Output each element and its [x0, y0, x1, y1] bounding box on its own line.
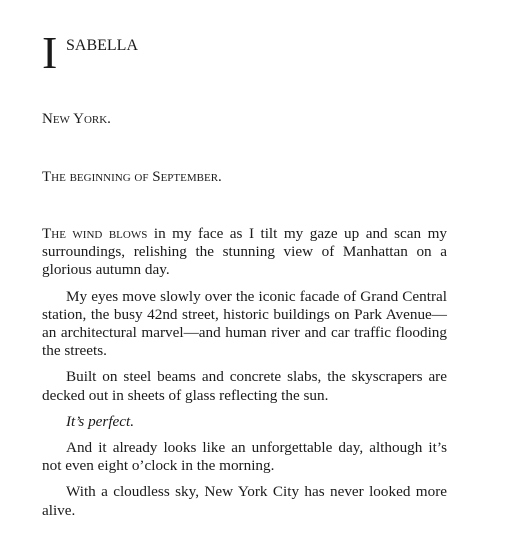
paragraph-lead-in: The wind blows — [42, 225, 148, 242]
date-line: The beginning of September. — [42, 169, 222, 185]
paragraph-1-text: in my face as I tilt my gaze up and scan my surroundings, relishing the stunning view of Manhattan on a glorious autumn day. — [42, 225, 448, 279]
paragraph-4 — [42, 413, 447, 431]
paragraph-5: And it already looks like an unforgettable day, although it’s not even eight o’clock in the morning. — [42, 439, 447, 475]
paragraph-1 — [42, 225, 447, 280]
paragraph-2: My eyes move slowly over the iconic facade of Grand Central station, the busy 42nd street, historic buildings on Park Avenue—an architectural marvel—and human river and car traffic flooding the streets. — [42, 287, 447, 360]
chapter-body — [42, 225, 447, 528]
paragraph-3: Built on steel beams and concrete slabs, the skyscrapers are decked out in sheets of glass reflecting the sun. — [42, 368, 447, 404]
location-line: New York. — [42, 111, 111, 127]
paragraph-6: With a cloudless sky, New York City has never looked more alive. — [42, 483, 447, 519]
chapter-title: SABELLA — [66, 37, 138, 54]
paragraph-4-italic: It’s perfect. — [66, 412, 135, 430]
chapter-drop-cap: I — [42, 27, 58, 78]
